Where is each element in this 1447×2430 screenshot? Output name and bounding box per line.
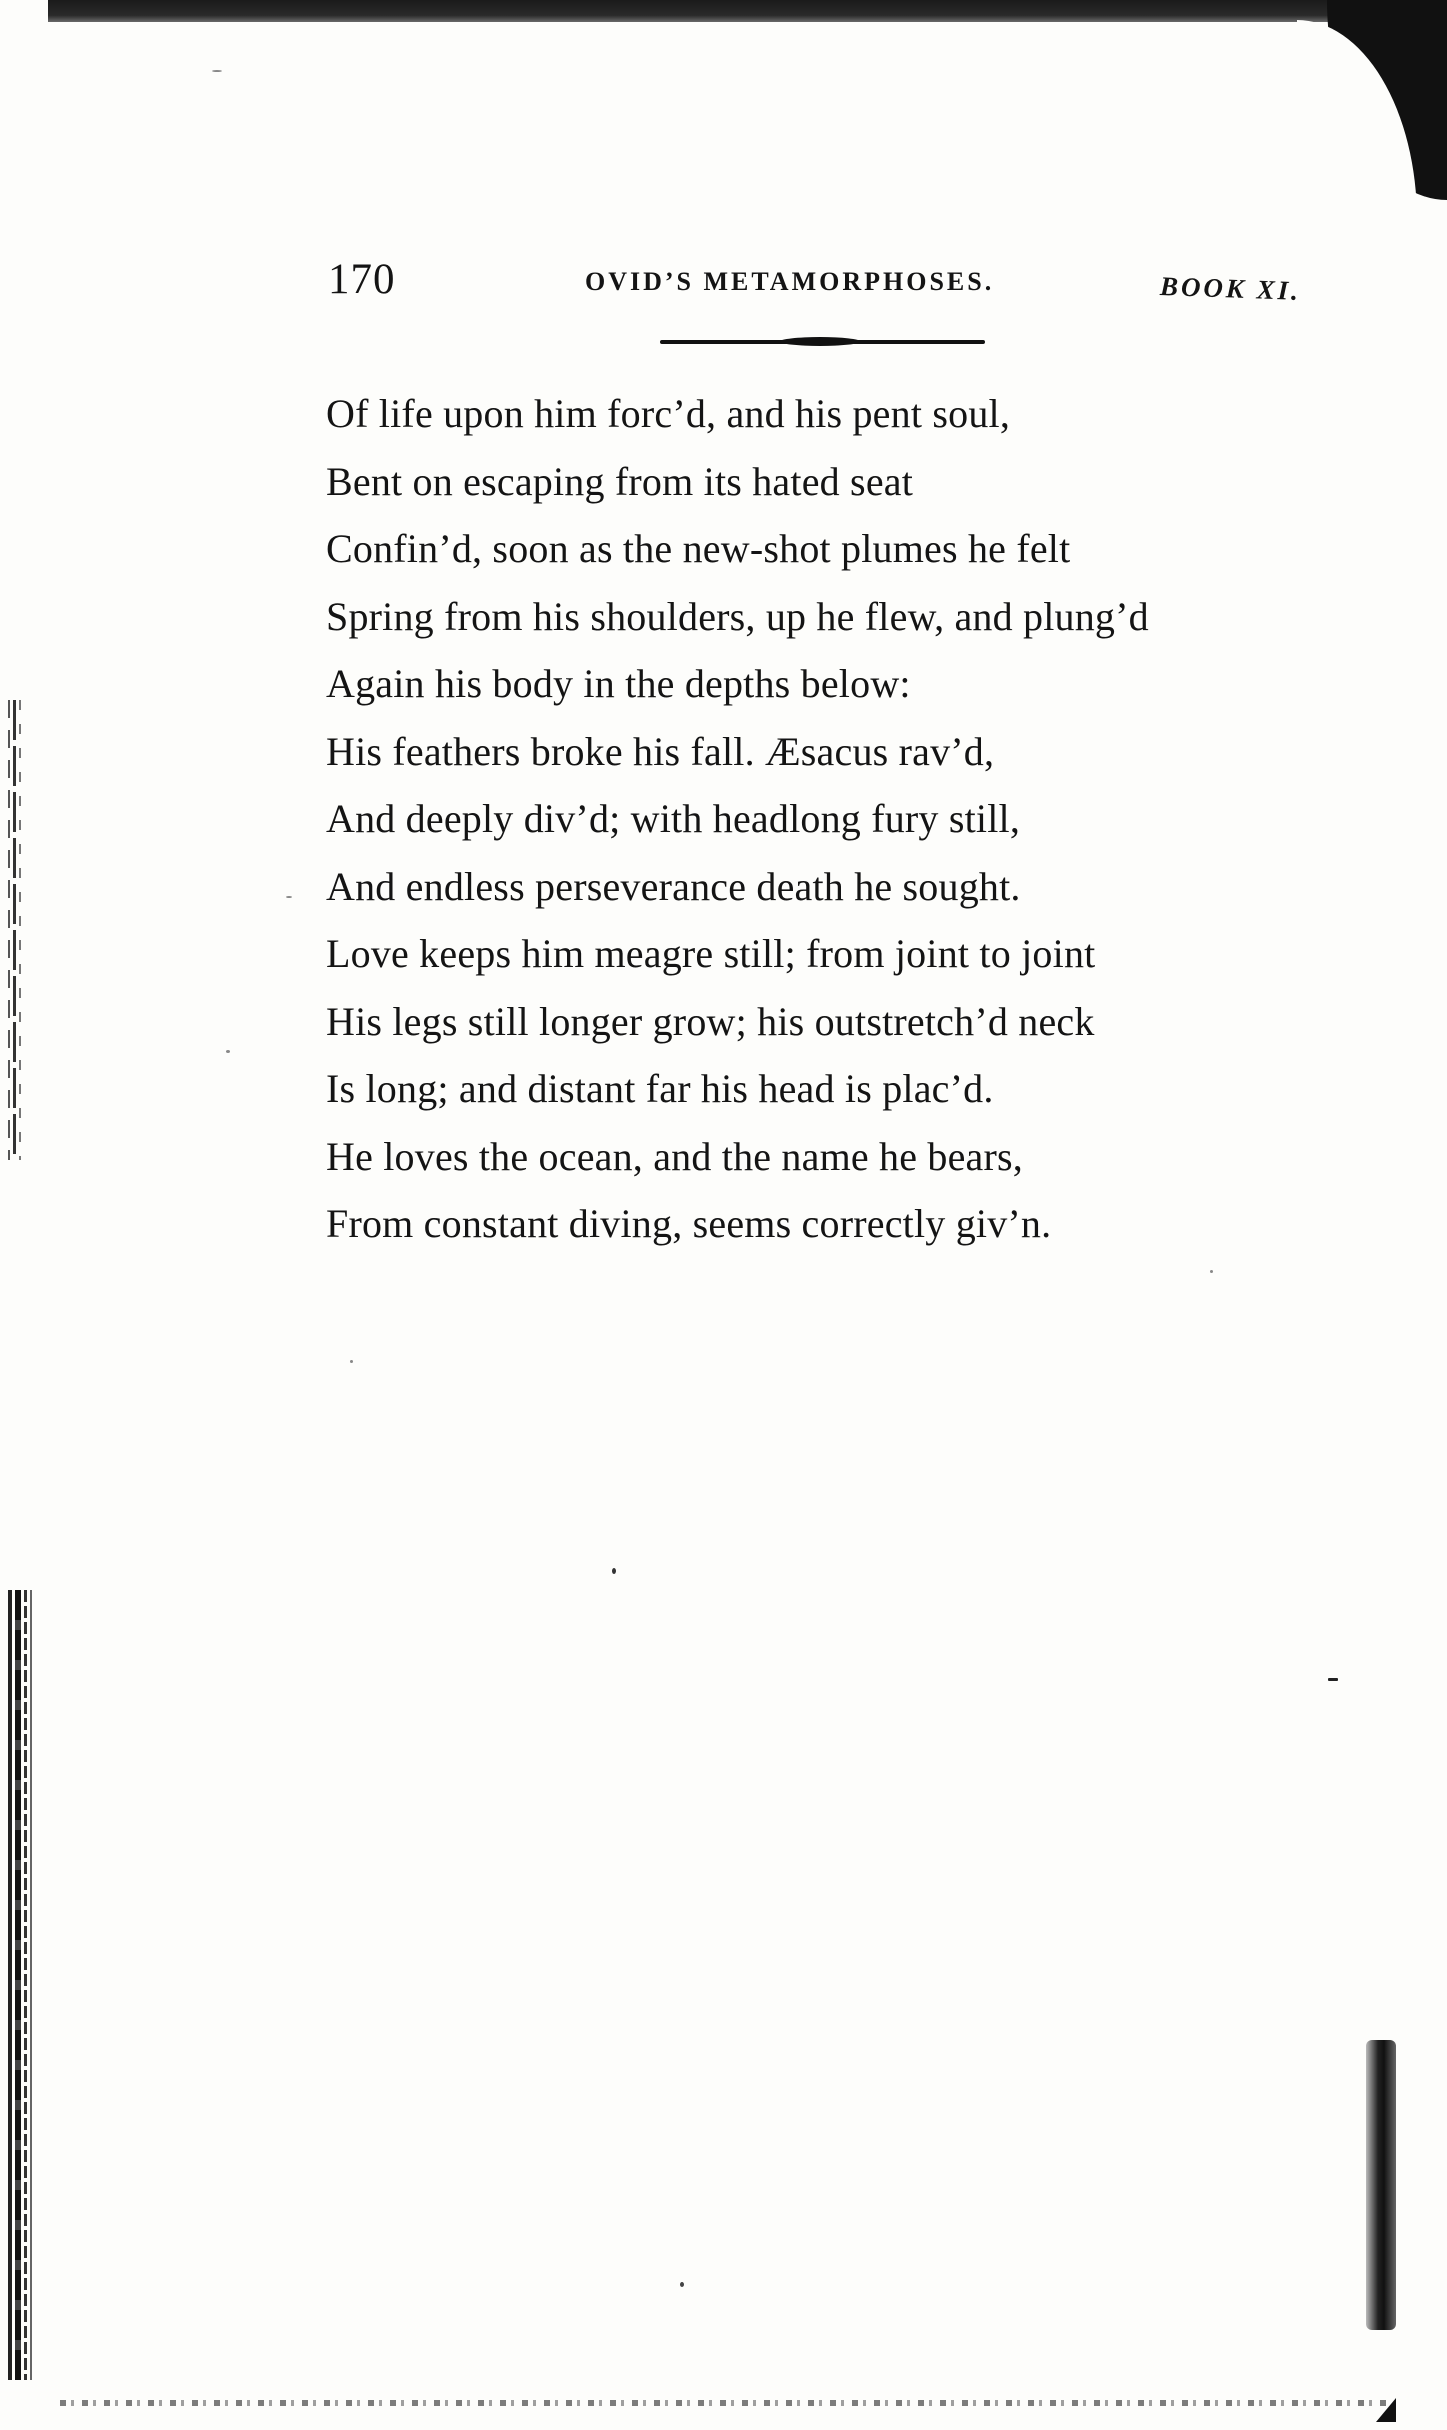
poem-line: Spring from his shoulders, up he flew, and plung’d [326, 593, 1149, 639]
poem-line: He loves the ocean, and the name he bears, [326, 1133, 1023, 1179]
page-top-edge [48, 0, 1388, 22]
poem-text [326, 380, 1286, 1258]
page-bottom-edge [60, 2400, 1390, 2406]
paper-speck [286, 896, 292, 898]
running-title: OVID’S METAMORPHOSES. [585, 267, 995, 296]
paper-speck [1328, 1678, 1338, 1681]
book-label: BOOK XI. [1159, 271, 1302, 306]
poem-line: Of life upon him forc’d, and his pent soul, [326, 391, 1011, 436]
poem-line: His legs still longer grow; his outstretch’d neck [326, 998, 1095, 1044]
page-right-edge [1366, 2040, 1396, 2330]
poem-line: Confin’d, soon as the new-shot plumes he felt [326, 526, 1071, 571]
poem-line: His feathers broke his fall. Æsacus rav’d, [326, 728, 995, 774]
running-header [0, 255, 1447, 305]
binding-gutter-edge [8, 1590, 38, 2380]
paper-speck [680, 2282, 684, 2287]
page-bottom-corner [1376, 2398, 1396, 2422]
poem-line: And deeply div’d; with headlong fury still, [326, 796, 1021, 841]
poem-line: Bent on escaping from its hated seat [326, 458, 914, 504]
paper-speck [1210, 1270, 1213, 1273]
header-rule [660, 340, 985, 344]
paper-speck [612, 1568, 616, 1574]
poem-line: And endless perseverance death he sought. [326, 863, 1021, 909]
poem-line: Again his body in the depths below: [326, 661, 911, 706]
page-corner-curl [1327, 0, 1447, 200]
paper-speck [212, 70, 222, 72]
binding-gutter-marks [8, 700, 38, 1160]
poem-line: Love keeps him meagre still; from joint to joint [326, 931, 1096, 976]
paper-speck [226, 1050, 230, 1053]
page-number: 170 [328, 256, 396, 303]
paper-speck [350, 1360, 353, 1363]
poem-line: From constant diving, seems correctly giv’n. [326, 1201, 1052, 1246]
poem-line: Is long; and distant far his head is plac’d. [326, 1066, 994, 1111]
